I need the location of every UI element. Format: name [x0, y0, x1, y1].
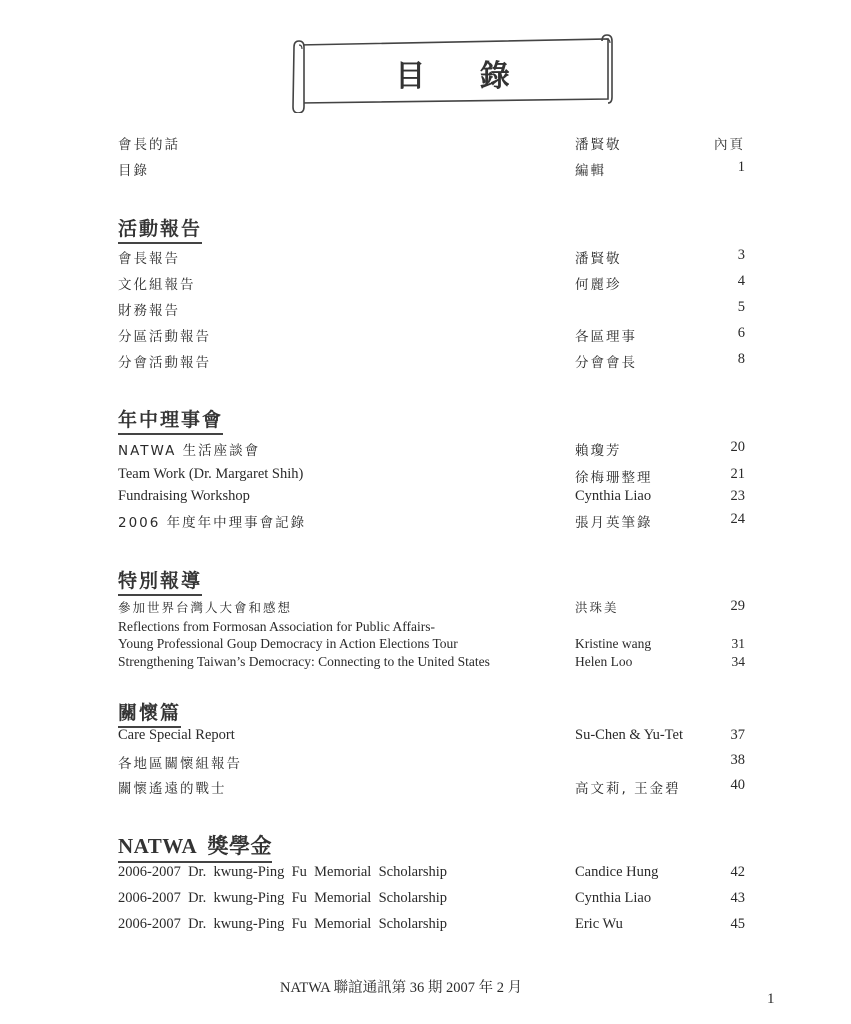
entry-title: Care Special Report: [118, 727, 235, 743]
entry-page: 23: [730, 488, 745, 504]
entry-title: 關懷遙遠的戰士: [118, 781, 227, 797]
entry-author: 高文莉, 王金碧: [575, 781, 681, 797]
section-heading: 特別報導: [118, 566, 202, 596]
toc-entry[interactable]: [118, 864, 745, 886]
toc-entry[interactable]: [118, 466, 745, 488]
entry-page: 4: [737, 273, 745, 289]
entry-author: Kristine wang: [575, 636, 652, 651]
entry-page: 24: [730, 511, 745, 527]
entry-author: Su-Chen & Yu-Tet: [575, 727, 683, 743]
entry-title: Strengthening Taiwan’s Democracy: Connecting to the United States: [118, 654, 490, 669]
toc-entry[interactable]: [118, 777, 745, 799]
section-heading: 年中理事會: [118, 405, 223, 435]
entry-title: 財務報告: [118, 303, 180, 319]
section-heading: NATWA 獎學金: [118, 830, 272, 863]
entry-author: 分會會長: [575, 355, 637, 371]
entry-author: Cynthia Liao: [575, 890, 652, 906]
entry-page: 42: [730, 864, 745, 880]
entry-page: 43: [730, 890, 745, 906]
entry-author: 各區理事: [575, 329, 637, 345]
entry-page: 1: [737, 159, 745, 175]
entry-page: 6: [737, 325, 745, 341]
entry-title: 分區活動報告: [118, 329, 211, 345]
entry-title: Reflections from Formosan Association for Public Affairs-: [118, 619, 435, 634]
entry-author: 張月英筆錄: [575, 515, 653, 531]
entry-title: 會長報告: [118, 251, 180, 267]
entry-title: Young Professional Goup Democracy in Action Elections Tour: [118, 636, 458, 651]
entry-author: 潘賢敬: [575, 137, 622, 153]
entry-title: NATWA 生活座談會: [118, 443, 261, 459]
toc-entry[interactable]: [118, 890, 745, 912]
newsletter-footer: NATWA 聯誼通訊第 36 期 2007 年 2 月: [280, 980, 523, 996]
toc-entry[interactable]: [118, 727, 745, 749]
toc-entry[interactable]: [118, 488, 745, 510]
entry-title: 2006-2007 Dr. kwung-Ping Fu Memorial Scholarship: [118, 916, 448, 932]
section-heading: 關懷篇: [118, 698, 181, 728]
page-number: 1: [767, 991, 775, 1007]
entry-author: 徐梅珊整理: [575, 470, 653, 486]
entry-page: 31: [731, 636, 745, 651]
entry-page: 38: [730, 752, 745, 768]
entry-title: 各地區關懷組報告: [118, 756, 242, 772]
entry-page: 8: [737, 351, 745, 367]
entry-page: 內頁: [714, 137, 745, 153]
entry-title: 2006-2007 Dr. kwung-Ping Fu Memorial Scholarship: [118, 890, 448, 906]
entry-page: 34: [731, 654, 745, 669]
entry-author: Cynthia Liao: [575, 488, 652, 504]
toc-entry[interactable]: [118, 439, 745, 461]
title-banner: [290, 33, 615, 113]
entry-author: Helen Loo: [575, 654, 633, 669]
toc-entry[interactable]: [118, 273, 745, 295]
entry-title: 2006 年度年中理事會記錄: [118, 515, 307, 531]
toc-entry[interactable]: [118, 916, 745, 938]
entry-title: 分會活動報告: [118, 355, 211, 371]
toc-entry[interactable]: [118, 511, 745, 533]
entry-title: 會長的話: [118, 137, 180, 153]
entry-author: 編輯: [575, 163, 606, 179]
entry-author: Candice Hung: [575, 864, 659, 880]
entry-author: Eric Wu: [575, 916, 623, 932]
page-title: 目 錄: [395, 59, 532, 94]
toc-entry[interactable]: [118, 598, 745, 620]
toc-entry[interactable]: [118, 299, 745, 321]
entry-author: 洪珠美: [575, 600, 619, 615]
entry-page: 20: [730, 439, 745, 455]
entry-title: Fundraising Workshop: [118, 488, 250, 504]
toc-entry[interactable]: [118, 247, 745, 269]
entry-author: 賴瓊芳: [575, 443, 622, 459]
entry-page: 37: [730, 727, 745, 743]
entry-title: 目錄: [118, 163, 149, 179]
section-heading: 活動報告: [118, 214, 202, 244]
entry-title: 2006-2007 Dr. kwung-Ping Fu Memorial Scholarship: [118, 864, 448, 880]
toc-entry[interactable]: [118, 654, 745, 676]
entry-page: 45: [730, 916, 745, 932]
entry-page: 29: [730, 598, 745, 614]
toc-entry[interactable]: [118, 351, 745, 373]
entry-author: 何麗珍: [575, 277, 622, 293]
entry-page: 3: [737, 247, 745, 263]
entry-page: 21: [730, 466, 745, 482]
toc-entry[interactable]: [118, 325, 745, 347]
entry-page: 40: [730, 777, 745, 793]
entry-title: 文化組報告: [118, 277, 196, 293]
entry-author: 潘賢敬: [575, 251, 622, 267]
toc-entry[interactable]: [118, 133, 745, 155]
toc-entry[interactable]: [118, 159, 745, 181]
entry-title: Team Work (Dr. Margaret Shih): [118, 466, 304, 482]
toc-entry[interactable]: [118, 752, 745, 774]
entry-page: 5: [737, 299, 745, 315]
entry-title: 參加世界台灣人大會和感想: [118, 600, 293, 615]
